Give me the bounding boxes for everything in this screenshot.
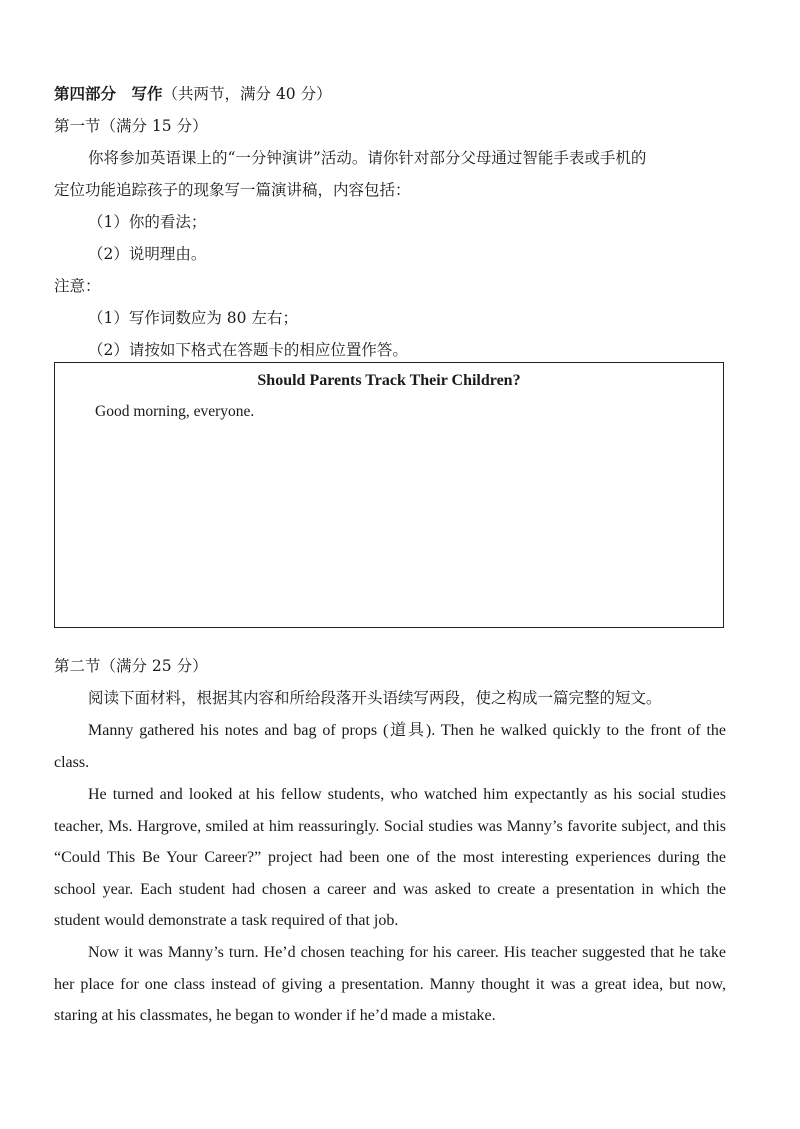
section1-prompt-line2: 定位功能追踪孩子的现象写一篇演讲稿，内容包括： xyxy=(54,181,411,199)
part-score-note: （共两节，满分 40 分） xyxy=(162,85,332,103)
section2-heading: 第二节（满分 25 分） xyxy=(54,657,208,675)
essay-title: Should Parents Track Their Children? xyxy=(257,372,521,389)
section1-prompt-line1: 你将参加英语课上的“一分钟演讲”活动。请你针对部分父母通过智能手表或手机的 xyxy=(88,149,647,167)
section1-heading: 第一节（满分 15 分） xyxy=(54,117,208,135)
note-1: （1）写作词数应为 80 左右； xyxy=(88,309,298,327)
essay-opening-line: Good morning, everyone. xyxy=(95,403,255,420)
content-point-1: （1）你的看法； xyxy=(88,213,207,231)
answer-format-box xyxy=(54,362,724,628)
passage-paragraph-1: Manny gathered his notes and bag of props (道具). Then he walked quickly to the front of the class. xyxy=(54,722,726,771)
part-heading xyxy=(54,84,332,104)
passage-paragraph-3: Now it was Manny’s turn. He’d chosen teaching for his career. His teacher suggested that he take her place for one class instead of giving a presentation. Manny thought it was a great idea, but now, staring at his classmates, he began to wonder if he’d made a mistake. xyxy=(54,944,726,1024)
section2-instruction: 阅读下面材料，根据其内容和所给段落开头语续写两段，使之构成一篇完整的短文。 xyxy=(88,689,662,707)
passage-paragraph-2: He turned and looked at his fellow students, who watched him expectantly as his social studies teacher, Ms. Hargrove, smiled at him reassuringly. Social studies was Manny’s favorite subject, and this “Could This Be Your Career?” project had been one of the most interesting experiences during the school year. Each student had chosen a career and was asked to create a presentation in which the student would demonstrate a task required of that job. xyxy=(54,786,726,929)
notes-label: 注意： xyxy=(54,277,101,295)
part-title: 第四部分 写作 xyxy=(54,85,163,103)
content-point-2: （2）说明理由。 xyxy=(88,245,207,263)
note-2: （2）请按如下格式在答题卡的相应位置作答。 xyxy=(88,341,408,359)
